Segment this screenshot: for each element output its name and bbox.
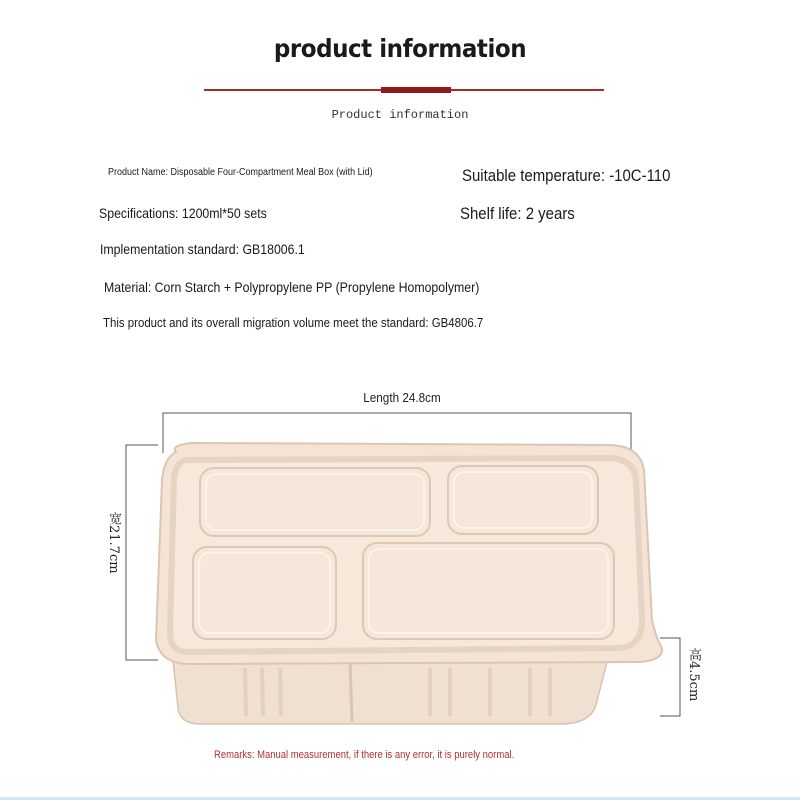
compartment-top-right	[448, 466, 598, 534]
page-subtitle: Product information	[331, 108, 469, 122]
spec-temperature: Suitable temperature: -10C-110	[462, 166, 671, 185]
compartment-bottom-left	[193, 547, 336, 639]
spec-shelf-life: Shelf life: 2 years	[460, 204, 575, 223]
spec-product-name: Product Name: Disposable Four-Compartment Meal Box (with Lid)	[108, 167, 373, 178]
compartment-bottom-right	[363, 543, 614, 639]
spec-specifications: Specifications: 1200ml*50 sets	[99, 205, 267, 221]
width-dimension-line	[126, 445, 158, 660]
page-title: product information	[273, 34, 527, 63]
remark-note: Remarks: Manual measurement, if there is any error, it is purely normal.	[214, 749, 515, 761]
dimension-height-label: 高4.5cm	[686, 648, 701, 702]
compartment-top-left	[200, 468, 430, 536]
spec-material: Material: Corn Starch + Polypropylene PP (Propylene Homopolymer)	[104, 279, 480, 295]
dimension-length-label: Length 24.8cm	[363, 390, 441, 405]
spec-migration: This product and its overall migration volume meet the standard: GB4806.7	[103, 315, 484, 330]
meal-box	[156, 443, 662, 724]
spec-standard: Implementation standard: GB18006.1	[100, 241, 305, 257]
dimension-width-label: 宽21.7cm	[106, 512, 121, 574]
